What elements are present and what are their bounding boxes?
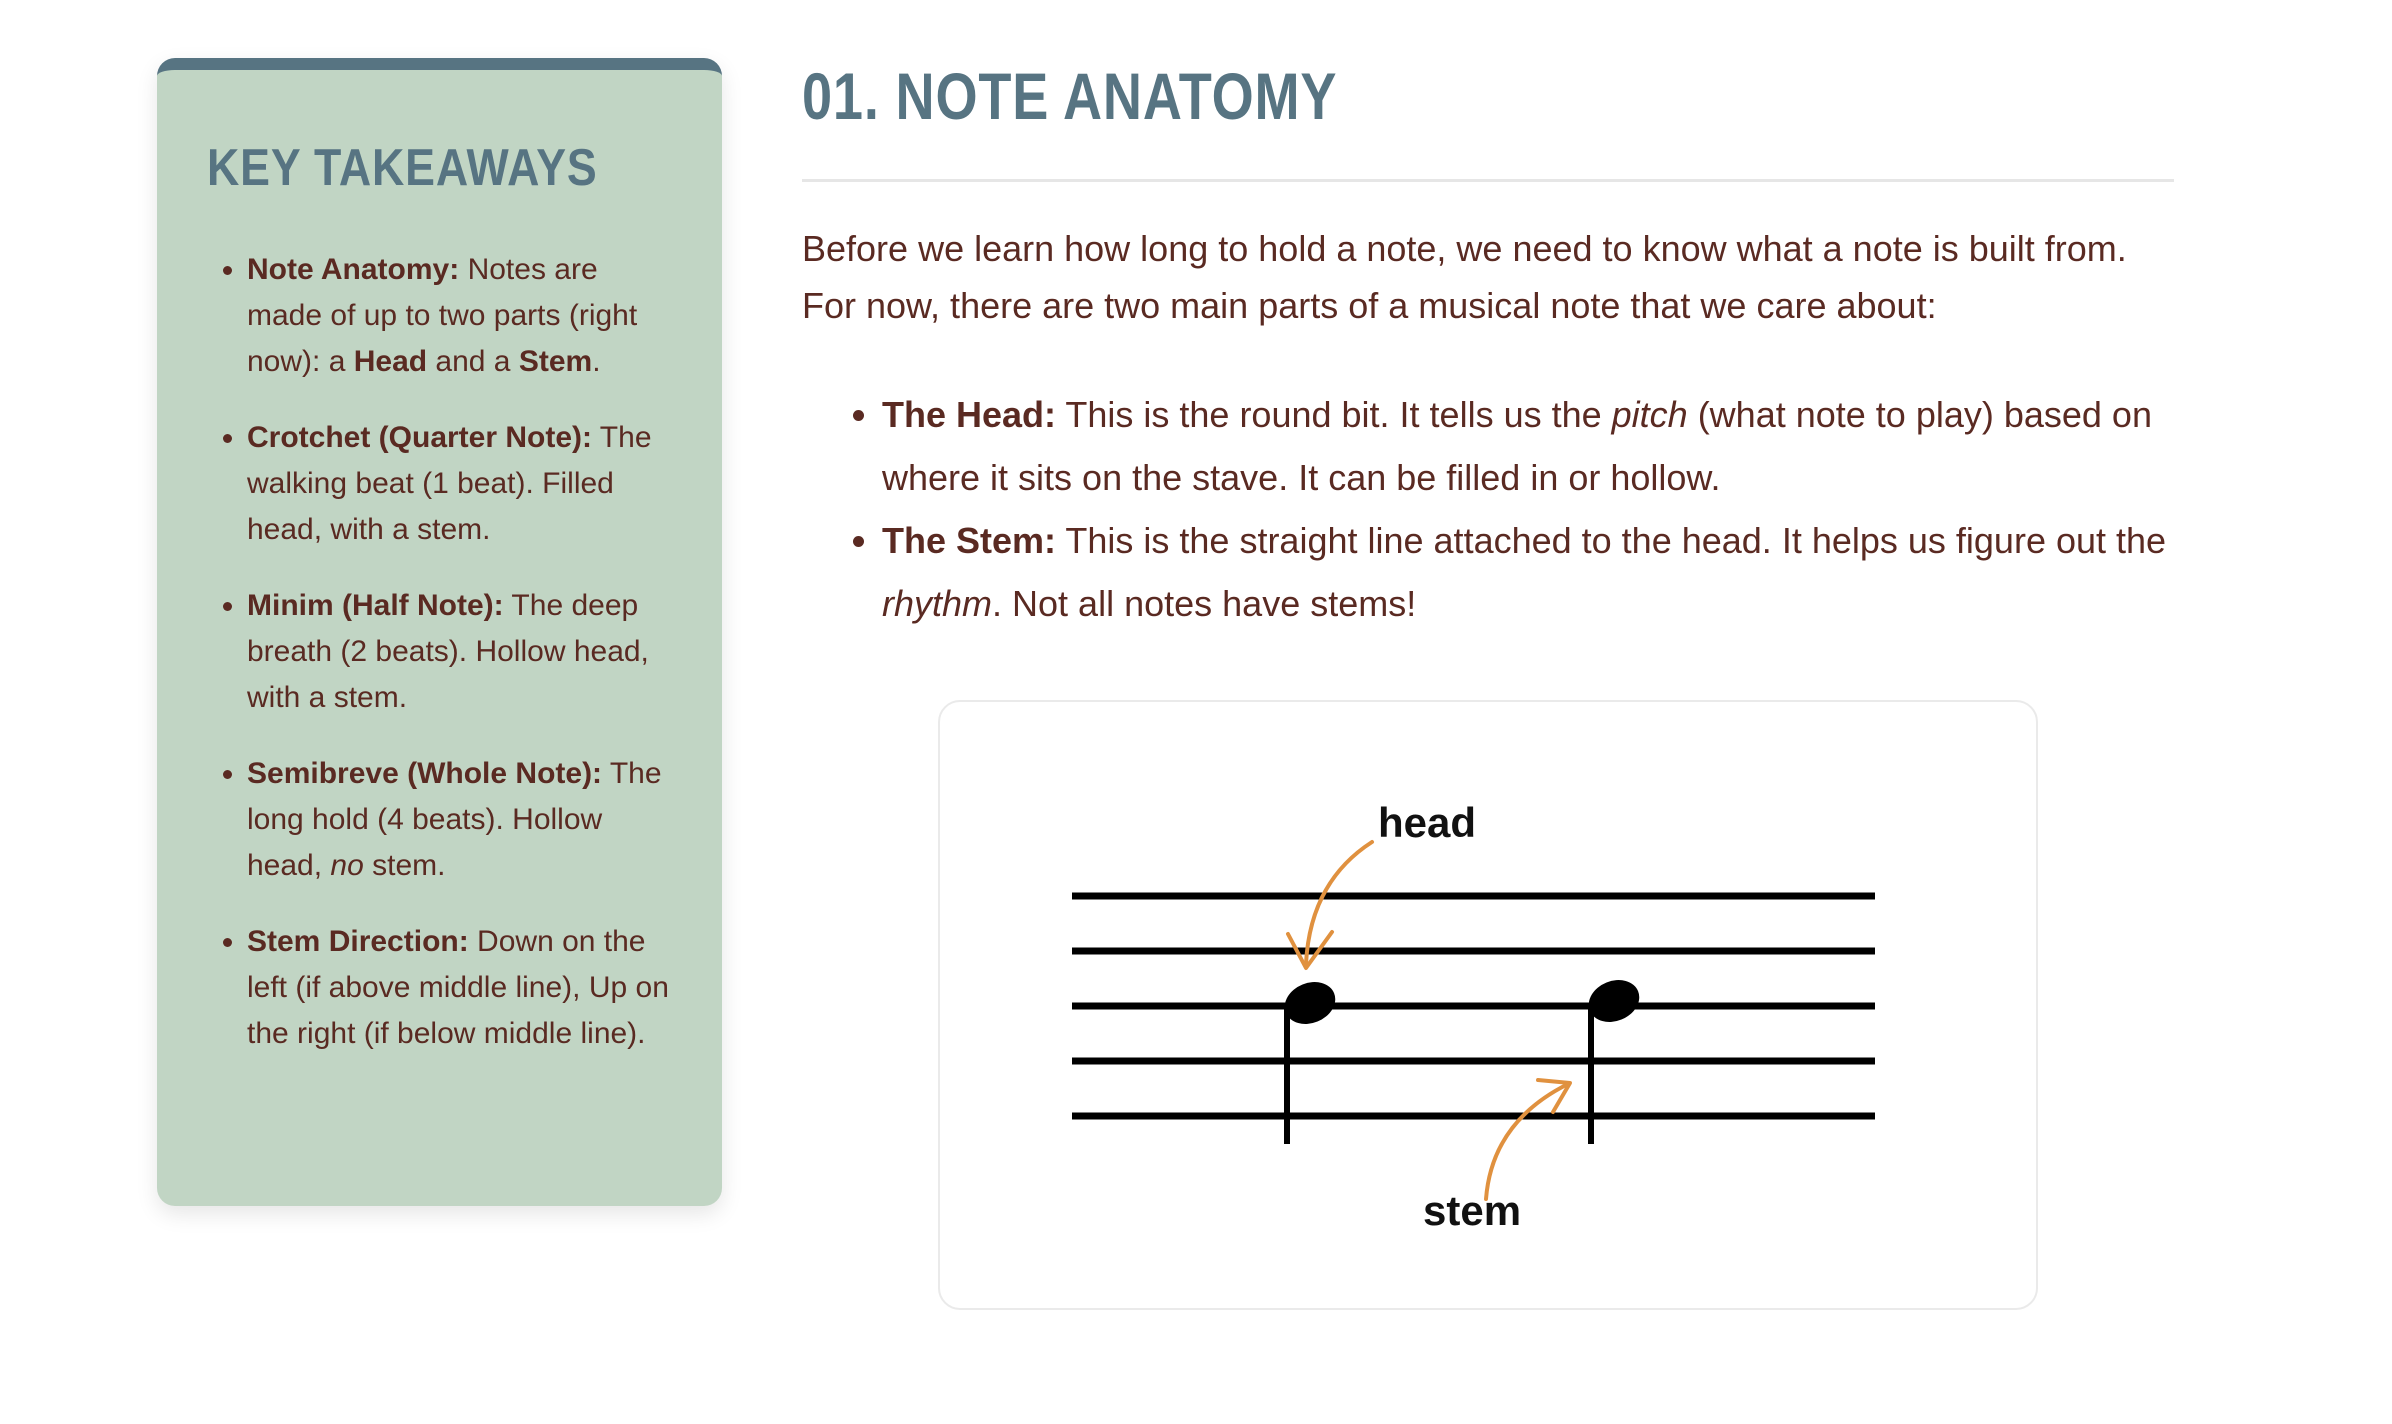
key-takeaways-title: KEY TAKEAWAYS bbox=[207, 139, 598, 197]
takeaway-text: no bbox=[330, 849, 364, 883]
takeaway-term: Crotchet (Quarter Note): bbox=[247, 421, 593, 455]
takeaway-text: Head bbox=[353, 345, 428, 379]
takeaway-text: and a bbox=[427, 345, 519, 379]
takeaway-text: The deep breath (2 beats). Hollow head, with a stem. bbox=[247, 589, 649, 715]
head-arrow bbox=[1306, 842, 1372, 964]
heading-divider bbox=[802, 179, 2174, 182]
takeaway-text: Down on the left (if above middle line), Up on the right (if below middle line). bbox=[247, 925, 669, 1051]
takeaway-text: . bbox=[592, 345, 601, 379]
takeaway-text: stem. bbox=[363, 849, 446, 883]
note-part-item bbox=[882, 509, 2174, 635]
key-takeaways-list bbox=[207, 247, 672, 1057]
note-part-term: The Stem: bbox=[882, 520, 1057, 561]
takeaway-item bbox=[247, 919, 672, 1057]
note-anatomy-figure bbox=[938, 700, 2038, 1310]
note-part-term: The Head: bbox=[882, 394, 1057, 435]
takeaway-term: Minim (Half Note): bbox=[247, 589, 504, 623]
note-part-text: pitch bbox=[1611, 394, 1688, 435]
stem-arrow bbox=[1486, 1084, 1568, 1199]
head-label: head bbox=[1378, 799, 1477, 846]
takeaway-text: Notes are made of up to two parts (right now): a bbox=[247, 253, 638, 379]
stave-lines bbox=[1072, 896, 1875, 1116]
stave-diagram bbox=[940, 702, 2040, 1312]
takeaway-text: Stem bbox=[518, 345, 593, 379]
note-parts-list bbox=[802, 383, 2174, 635]
takeaway-term: Stem Direction: bbox=[247, 925, 469, 959]
takeaway-item bbox=[247, 415, 672, 553]
takeaway-text: The long hold (4 beats). Hollow head, bbox=[247, 757, 662, 883]
key-takeaways-panel bbox=[157, 58, 722, 1206]
section-heading: 01. NOTE ANATOMY bbox=[802, 59, 1338, 133]
note-part-text: (what note to play) based on where it sits on the stave. It can be filled in or hollow. bbox=[882, 394, 2152, 498]
note-part-text: rhythm bbox=[882, 583, 993, 624]
note-part-text: This is the round bit. It tells us the bbox=[1056, 394, 1612, 435]
note-part-text: . Not all notes have stems! bbox=[992, 583, 1417, 624]
takeaway-item bbox=[247, 247, 672, 385]
takeaway-item bbox=[247, 583, 672, 721]
note-part-item bbox=[882, 383, 2174, 509]
intro-paragraph: Before we learn how long to hold a note, we need to know what a note is built from. For now, there are two main parts of a musical note that we care about: bbox=[802, 228, 2127, 326]
takeaway-term: Note Anatomy: bbox=[247, 253, 460, 287]
stem-label: stem bbox=[1423, 1187, 1522, 1234]
takeaway-term: Semibreve (Whole Note): bbox=[247, 757, 603, 791]
takeaway-item bbox=[247, 751, 672, 889]
note-part-text: This is the straight line attached to the head. It helps us figure out the bbox=[1056, 520, 2167, 561]
takeaway-text: The walking beat (1 beat). Filled head, with a stem. bbox=[247, 421, 652, 547]
